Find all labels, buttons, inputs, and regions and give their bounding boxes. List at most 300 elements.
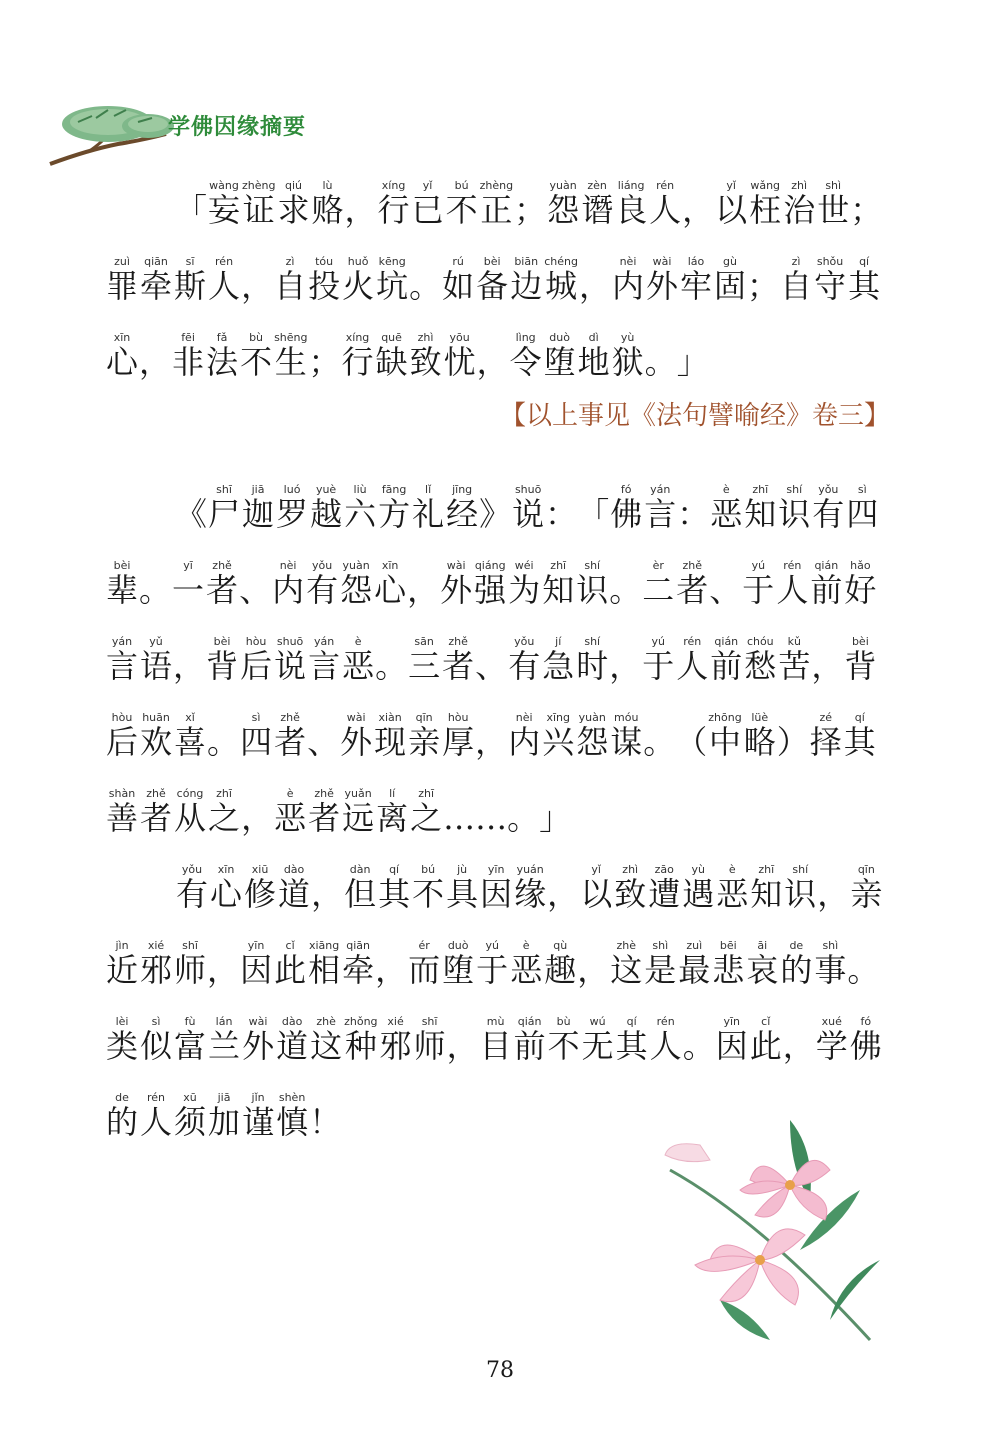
pinyin: sì: [240, 711, 273, 724]
punctuation: 。: [643, 723, 676, 761]
pinyin: láo: [680, 255, 712, 268]
hanzi-with-pinyin: 悲bēi: [712, 939, 745, 989]
hanzi-with-pinyin: 世shì: [817, 179, 850, 229]
pinyin: jù: [446, 863, 479, 876]
hanzi-with-pinyin: 外wài: [645, 255, 678, 305]
hanzi-with-pinyin: 谋móu: [610, 711, 643, 761]
hanzi-with-pinyin: 已yǐ: [411, 179, 444, 229]
hanzi-with-pinyin: 其qí: [843, 711, 876, 761]
pinyin: huān: [140, 711, 173, 724]
hanzi-with-pinyin: 备bèi: [476, 255, 509, 305]
pinyin: sī: [174, 255, 207, 268]
hanzi-with-pinyin: 罗luó: [276, 483, 309, 533]
hanzi-with-pinyin: 固gù: [714, 255, 747, 305]
punctuation: ，: [344, 191, 377, 229]
hanzi-with-pinyin: 师shī: [174, 939, 207, 989]
hanzi-with-pinyin: 语yǔ: [140, 635, 173, 685]
pinyin: xīn: [374, 559, 407, 572]
hanzi-with-pinyin: 经jīng: [446, 483, 479, 533]
pinyin: dào: [278, 863, 311, 876]
pinyin: bèi: [106, 559, 138, 572]
hanzi-with-pinyin: 恶è: [716, 863, 749, 913]
hanzi-with-pinyin: 现xiàn: [374, 711, 407, 761]
pinyin: yǒu: [176, 863, 208, 876]
pinyin: zèn: [581, 179, 614, 192]
pinyin: yǐ: [580, 863, 613, 876]
punctuation: ，: [682, 191, 715, 229]
pinyin: zhī: [410, 787, 443, 800]
pinyin: yuán: [514, 863, 547, 876]
hanzi-with-pinyin: 非fēi: [172, 331, 205, 381]
hanzi-with-pinyin: 赂lù: [311, 179, 344, 229]
pinyin: shí: [778, 483, 811, 496]
pinyin: lüè: [743, 711, 776, 724]
hanzi-with-pinyin: 怨yuàn: [340, 559, 373, 609]
pinyin: rén: [649, 179, 682, 192]
text-line: [105, 150, 900, 229]
pinyin: è: [710, 483, 743, 496]
pinyin: shì: [644, 939, 677, 952]
pinyin: duò: [442, 939, 475, 952]
hanzi-with-pinyin: 邪xié: [379, 1015, 412, 1065]
hanzi-with-pinyin: 时shí: [576, 635, 609, 685]
hanzi-with-pinyin: 后hòu: [240, 635, 273, 685]
hanzi-with-pinyin: 怨yuàn: [547, 179, 580, 229]
hanzi-with-pinyin: 知zhī: [744, 483, 777, 533]
pinyin: bèi: [206, 635, 239, 648]
hanzi-with-pinyin: 牢láo: [680, 255, 713, 305]
pinyin: dì: [577, 331, 610, 344]
pinyin: tóu: [308, 255, 341, 268]
hanzi-with-pinyin: 相xiāng: [308, 939, 341, 989]
source-note: 【以上事见《法句譬喻经》卷三】: [499, 401, 890, 431]
pinyin: è: [510, 939, 543, 952]
hanzi-with-pinyin: 牵qiān: [342, 939, 375, 989]
hanzi-with-pinyin: 佛fó: [849, 1015, 882, 1065]
pinyin: qí: [378, 863, 411, 876]
pinyin: zhè: [610, 939, 643, 952]
text-line: [105, 606, 900, 685]
pinyin: yuè: [310, 483, 343, 496]
hanzi-with-pinyin: 者zhě: [206, 559, 239, 609]
hanzi-with-pinyin: 治zhì: [783, 179, 816, 229]
pinyin: qīn: [408, 711, 441, 724]
hanzi-with-pinyin: 越yuè: [310, 483, 343, 533]
hanzi-with-pinyin: 从cóng: [174, 787, 207, 837]
hanzi-with-pinyin: 言yán: [644, 483, 677, 533]
pinyin: wài: [645, 255, 678, 268]
hanzi-with-pinyin: 人rén: [649, 1015, 682, 1065]
pinyin: rén: [208, 255, 241, 268]
punctuation: 。: [207, 723, 240, 761]
pinyin: yù: [611, 331, 644, 344]
hanzi-with-pinyin: 恶è: [510, 939, 543, 989]
pinyin: rú: [442, 255, 475, 268]
hanzi-with-pinyin: 离lí: [376, 787, 409, 837]
text-line: [105, 682, 900, 761]
hanzi-with-pinyin: 内nèi: [508, 711, 541, 761]
pinyin: sān: [408, 635, 441, 648]
hanzi-with-pinyin: 这zhè: [610, 939, 643, 989]
pinyin: lìng: [509, 331, 542, 344]
hanzi-with-pinyin: 者zhě: [308, 787, 341, 837]
text-line: [105, 986, 900, 1065]
hanzi-with-pinyin: 内nèi: [272, 559, 305, 609]
pinyin: rén: [649, 1015, 682, 1028]
pinyin: bèi: [844, 635, 877, 648]
pinyin: zhě: [442, 635, 475, 648]
pinyin: shí: [576, 559, 609, 572]
pinyin: wǎng: [749, 179, 782, 192]
hanzi-with-pinyin: 近jìn: [106, 939, 139, 989]
hanzi-with-pinyin: 二èr: [642, 559, 675, 609]
hanzi-with-pinyin: 行xíng: [377, 179, 410, 229]
hanzi-with-pinyin: 正zhèng: [479, 179, 514, 229]
pinyin: zhě: [140, 787, 173, 800]
hanzi-with-pinyin: 法fǎ: [206, 331, 239, 381]
hanzi-with-pinyin: 而ér: [408, 939, 441, 989]
hanzi-with-pinyin: 言yán: [106, 635, 139, 685]
hanzi-with-pinyin: 兴xīng: [542, 711, 575, 761]
pinyin: xiàn: [374, 711, 407, 724]
hanzi-with-pinyin: 须xū: [174, 1091, 207, 1141]
hanzi-with-pinyin: 求qiú: [277, 179, 310, 229]
hanzi-with-pinyin: 慎shèn: [276, 1091, 309, 1141]
hanzi-with-pinyin: 人rén: [140, 1091, 173, 1141]
pinyin: yú: [476, 939, 509, 952]
pinyin: zhě: [274, 711, 307, 724]
pinyin: yú: [742, 559, 775, 572]
pinyin: hòu: [106, 711, 138, 724]
pinyin: shī: [208, 483, 241, 496]
pinyin: yōu: [443, 331, 476, 344]
pinyin: zhě: [206, 559, 239, 572]
hanzi-with-pinyin: 背bèi: [206, 635, 239, 685]
hanzi-with-pinyin: 恶è: [342, 635, 375, 685]
punctuation: ；: [308, 343, 341, 381]
hanzi-with-pinyin: 迦jiā: [242, 483, 275, 533]
hanzi-with-pinyin: 以yǐ: [580, 863, 613, 913]
hanzi-with-pinyin: 之zhī: [208, 787, 241, 837]
pinyin: qián: [513, 1015, 546, 1028]
pinyin: fó: [610, 483, 643, 496]
hanzi-with-pinyin: 外wài: [242, 1015, 275, 1065]
hanzi-with-pinyin: 哀āi: [746, 939, 779, 989]
hanzi-with-pinyin: 有yǒu: [176, 863, 209, 913]
pinyin: yuàn: [576, 711, 609, 724]
punctuation: 。: [847, 951, 880, 989]
hanzi-with-pinyin: 有yǒu: [508, 635, 541, 685]
hanzi-with-pinyin: 人rén: [208, 255, 241, 305]
hanzi-with-pinyin: 心xīn: [374, 559, 407, 609]
hanzi-with-pinyin: 于yú: [742, 559, 775, 609]
pinyin: xīn: [210, 863, 243, 876]
hanzi-with-pinyin: 的de: [780, 939, 813, 989]
pinyin: xiū: [244, 863, 277, 876]
hanzi-with-pinyin: 恶è: [710, 483, 743, 533]
punctuation: ，: [446, 1027, 479, 1065]
pinyin: sì: [846, 483, 879, 496]
pinyin: qiān: [140, 255, 173, 268]
hanzi-with-pinyin: 礼lǐ: [412, 483, 445, 533]
pinyin: lí: [376, 787, 409, 800]
punctuation: ，: [241, 799, 274, 837]
punctuation: ，: [375, 951, 408, 989]
pinyin: qiú: [277, 179, 310, 192]
hanzi-with-pinyin: 似sì: [140, 1015, 173, 1065]
hanzi-with-pinyin: 如rú: [442, 255, 475, 305]
hanzi-with-pinyin: 边biān: [510, 255, 543, 305]
pinyin: yuàn: [547, 179, 580, 192]
pinyin: shī: [174, 939, 207, 952]
punctuation: 、: [709, 571, 742, 609]
pinyin: yǒu: [812, 483, 845, 496]
pinyin: qiān: [342, 939, 375, 952]
punctuation: 《: [175, 495, 208, 533]
hanzi-with-pinyin: 邪xié: [140, 939, 173, 989]
pinyin: yuǎn: [342, 787, 375, 800]
pinyin: kǔ: [778, 635, 811, 648]
hanzi-with-pinyin: 者zhě: [274, 711, 307, 761]
hanzi-with-pinyin: 谨jǐn: [242, 1091, 275, 1141]
pinyin: zhī: [542, 559, 575, 572]
hanzi-with-pinyin: 堕duò: [442, 939, 475, 989]
hanzi-with-pinyin: 因yīn: [240, 939, 273, 989]
hanzi-with-pinyin: 者zhě: [442, 635, 475, 685]
pinyin: zì: [780, 255, 813, 268]
hanzi-with-pinyin: 亲qīn: [850, 863, 883, 913]
pinyin: zhī: [744, 483, 777, 496]
pinyin: zhōng: [708, 711, 742, 724]
hanzi-with-pinyin: 此cǐ: [274, 939, 307, 989]
punctuation: 、: [307, 723, 340, 761]
header-title: 学佛因缘摘要: [168, 115, 307, 140]
pinyin: zhì: [409, 331, 442, 344]
pinyin: rén: [140, 1091, 173, 1104]
pinyin: zuì: [678, 939, 711, 952]
pinyin: gù: [714, 255, 747, 268]
pinyin: qí: [848, 255, 881, 268]
pinyin: fù: [174, 1015, 207, 1028]
pinyin: dào: [276, 1015, 309, 1028]
punctuation: 「: [175, 191, 208, 229]
hanzi-with-pinyin: 行xíng: [341, 331, 374, 381]
punctuation: ，: [475, 723, 508, 761]
text-line: [105, 226, 900, 305]
punctuation: 。: [409, 267, 442, 305]
pinyin: yīn: [480, 863, 513, 876]
pinyin: yú: [642, 635, 675, 648]
hanzi-with-pinyin: 厚hòu: [442, 711, 475, 761]
hanzi-with-pinyin: 四sì: [846, 483, 879, 533]
pinyin: yán: [106, 635, 139, 648]
pinyin: qián: [710, 635, 743, 648]
hanzi-with-pinyin: 方fāng: [378, 483, 411, 533]
pinyin: yù: [682, 863, 715, 876]
pinyin: hǎo: [844, 559, 877, 572]
hanzi-with-pinyin: 妄wàng: [208, 179, 241, 229]
punctuation: 。: [644, 343, 677, 381]
pinyin: nèi: [508, 711, 541, 724]
pinyin: chóu: [744, 635, 777, 648]
hanzi-with-pinyin: 为wéi: [508, 559, 541, 609]
hanzi-with-pinyin: 的de: [106, 1091, 139, 1141]
text-line: [105, 454, 900, 533]
hanzi-with-pinyin: 背bèi: [844, 635, 877, 685]
pinyin: lán: [208, 1015, 241, 1028]
pinyin: dàn: [344, 863, 377, 876]
pinyin: xíng: [341, 331, 374, 344]
punctuation: 。: [507, 799, 540, 837]
hanzi-with-pinyin: 说shuō: [274, 635, 307, 685]
hanzi-with-pinyin: 内nèi: [611, 255, 644, 305]
hanzi-with-pinyin: 辈bèi: [106, 559, 139, 609]
hanzi-with-pinyin: 遇yù: [682, 863, 715, 913]
pinyin: shí: [576, 635, 609, 648]
hanzi-with-pinyin: 遭zāo: [648, 863, 681, 913]
hanzi-with-pinyin: 苦kǔ: [778, 635, 811, 685]
pinyin: xǐ: [174, 711, 207, 724]
hanzi-with-pinyin: 自zì: [274, 255, 307, 305]
pinyin: liù: [344, 483, 377, 496]
pinyin: duò: [543, 331, 576, 344]
punctuation: 。: [375, 647, 408, 685]
main-text: [105, 150, 900, 1141]
punctuation: 。: [609, 571, 642, 609]
pinyin: de: [106, 1091, 138, 1104]
hanzi-with-pinyin: 此cǐ: [749, 1015, 782, 1065]
punctuation: 。: [139, 571, 172, 609]
hanzi-with-pinyin: 道dào: [276, 1015, 309, 1065]
hanzi-with-pinyin: 致zhì: [409, 331, 442, 381]
hanzi-with-pinyin: 三sān: [408, 635, 441, 685]
page-number: 78: [486, 1358, 514, 1383]
pinyin: nèi: [611, 255, 644, 268]
text-line: [105, 758, 900, 837]
punctuation: ，: [311, 875, 344, 913]
text-line: [105, 302, 900, 381]
punctuation: ，: [139, 343, 172, 381]
pinyin: xié: [140, 939, 173, 952]
pinyin: zhèng: [479, 179, 514, 192]
hanzi-with-pinyin: 后hòu: [106, 711, 139, 761]
pinyin: wú: [581, 1015, 614, 1028]
hanzi-with-pinyin: 不bù: [240, 331, 273, 381]
hanzi-with-pinyin: 师shī: [413, 1015, 446, 1065]
hanzi-with-pinyin: 以yǐ: [715, 179, 748, 229]
hanzi-with-pinyin: 因yīn: [480, 863, 513, 913]
pinyin: bú: [412, 863, 445, 876]
pinyin: yī: [172, 559, 205, 572]
hanzi-with-pinyin: 加jiā: [208, 1091, 241, 1141]
hanzi-with-pinyin: 最zuì: [678, 939, 711, 989]
pinyin: xiāng: [308, 939, 341, 952]
punctuation: ，: [241, 267, 274, 305]
hanzi-with-pinyin: 急jí: [542, 635, 575, 685]
hanzi-with-pinyin: 因yīn: [715, 1015, 748, 1065]
hanzi-with-pinyin: 知zhī: [750, 863, 783, 913]
hanzi-with-pinyin: 外wài: [340, 711, 373, 761]
hanzi-with-pinyin: 心xīn: [106, 331, 139, 381]
hanzi-with-pinyin: 其qí: [378, 863, 411, 913]
pinyin: āi: [746, 939, 779, 952]
hanzi-with-pinyin: 知zhī: [542, 559, 575, 609]
pinyin: jiā: [208, 1091, 241, 1104]
hanzi-with-pinyin: 斯sī: [174, 255, 207, 305]
hanzi-with-pinyin: 于yú: [642, 635, 675, 685]
hanzi-with-pinyin: 人rén: [649, 179, 682, 229]
hanzi-with-pinyin: 欢huān: [140, 711, 173, 761]
hanzi-with-pinyin: 学xué: [815, 1015, 848, 1065]
punctuation: ：: [677, 495, 710, 533]
pinyin: shǒu: [814, 255, 847, 268]
pinyin: hòu: [240, 635, 273, 648]
hanzi-with-pinyin: 事shì: [814, 939, 847, 989]
hanzi-with-pinyin: 远yuǎn: [342, 787, 375, 837]
pinyin: bèi: [476, 255, 509, 268]
pinyin: cǐ: [749, 1015, 782, 1028]
hanzi-with-pinyin: 愁chóu: [744, 635, 777, 685]
hanzi-with-pinyin: 但dàn: [344, 863, 377, 913]
hanzi-with-pinyin: 守shǒu: [814, 255, 847, 305]
pinyin: shì: [817, 179, 850, 192]
pinyin: zāo: [648, 863, 681, 876]
pinyin: cóng: [174, 787, 207, 800]
pinyin: zhī: [208, 787, 241, 800]
pinyin: nèi: [272, 559, 305, 572]
pinyin: shī: [413, 1015, 446, 1028]
pinyin: zhè: [310, 1015, 343, 1028]
hanzi-with-pinyin: 好hǎo: [844, 559, 877, 609]
hanzi-with-pinyin: 富fù: [174, 1015, 207, 1065]
hanzi-with-pinyin: 前qián: [513, 1015, 546, 1065]
pinyin: luó: [276, 483, 309, 496]
punctuation: （: [675, 723, 708, 761]
text-line: [105, 834, 900, 913]
hanzi-with-pinyin: 怨yuàn: [576, 711, 609, 761]
pinyin: xīng: [542, 711, 575, 724]
hanzi-with-pinyin: 识shí: [784, 863, 817, 913]
hanzi-with-pinyin: 趣qù: [544, 939, 577, 989]
hanzi-with-pinyin: 无wú: [581, 1015, 614, 1065]
punctuation: ；: [747, 267, 780, 305]
hanzi-with-pinyin: 罪zuì: [106, 255, 139, 305]
punctuation: ……: [443, 799, 508, 837]
punctuation: 、: [475, 647, 508, 685]
pinyin: zì: [274, 255, 307, 268]
pinyin: wéi: [508, 559, 541, 572]
hanzi-with-pinyin: 堕duò: [543, 331, 576, 381]
pinyin: shí: [784, 863, 817, 876]
hanzi-with-pinyin: 识shí: [778, 483, 811, 533]
pinyin: xū: [174, 1091, 207, 1104]
pinyin: huǒ: [342, 255, 375, 268]
hanzi-with-pinyin: 修xiū: [244, 863, 277, 913]
pinyin: shì: [814, 939, 847, 952]
punctuation: ！: [309, 1103, 342, 1141]
hanzi-with-pinyin: 恶è: [274, 787, 307, 837]
pinyin: shuō: [274, 635, 307, 648]
hanzi-with-pinyin: 中zhōng: [708, 711, 742, 761]
pinyin: biān: [510, 255, 543, 268]
hanzi-with-pinyin: 缘yuán: [514, 863, 547, 913]
hanzi-with-pinyin: 说shuō: [512, 483, 545, 533]
hanzi-with-pinyin: 者zhě: [676, 559, 709, 609]
hanzi-with-pinyin: 狱yù: [611, 331, 644, 381]
hanzi-with-pinyin: 目mù: [479, 1015, 512, 1065]
punctuation: ，: [407, 571, 440, 609]
pinyin: chéng: [544, 255, 578, 268]
